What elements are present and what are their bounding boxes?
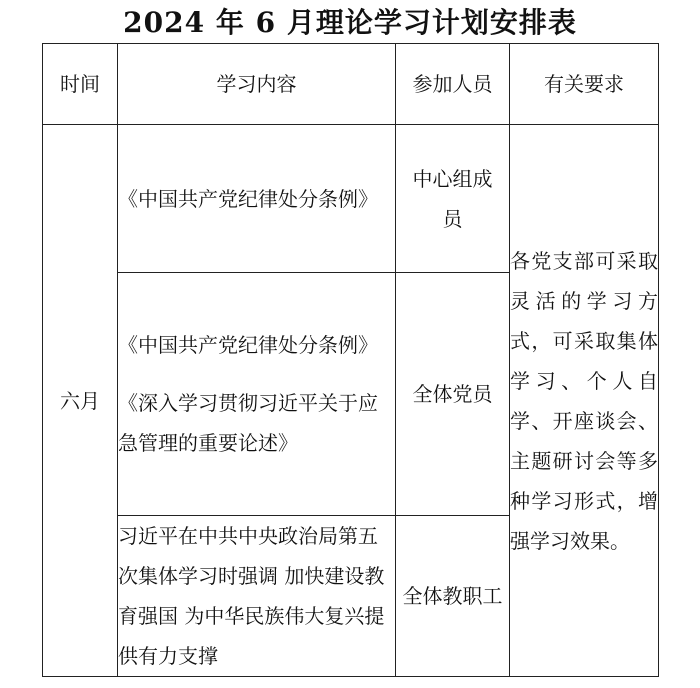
table-header-row <box>43 44 659 125</box>
participants-cell <box>396 273 510 516</box>
page-title: 2024 年 6 月理论学习计划安排表 <box>123 6 577 39</box>
content-cell <box>118 516 396 677</box>
participants-text: 全体党员 <box>412 382 493 406</box>
content-item: 《中国共产党纪律处分条例》 <box>118 186 378 211</box>
header-participants: 参加人员 <box>396 44 510 125</box>
participants-text: 中心组成员 <box>412 166 493 231</box>
content-item: 习近平在中共中央政治局第五次集体学习时强调 加快建设教育强国 为中华民族伟大复兴提供有力支撑 <box>118 524 385 668</box>
study-plan-table <box>42 43 659 677</box>
participants-cell <box>396 516 510 677</box>
content-cell <box>118 125 396 273</box>
participants-text: 全体教职工 <box>402 584 503 608</box>
month-cell: 六月 <box>43 125 118 677</box>
content-cell <box>118 273 396 516</box>
requirements-cell: 各党支部可采取灵活的学习方式，可采取集体学习、个人自学、开座谈会、主题研讨会等多种学习形式，增强学习效果。 <box>510 125 659 677</box>
header-content: 学习内容 <box>118 44 396 125</box>
table-row <box>43 125 659 273</box>
participants-cell <box>396 125 510 273</box>
header-requirements: 有关要求 <box>510 44 659 125</box>
header-time: 时间 <box>43 44 118 125</box>
content-item: 《中国共产党纪律处分条例》 <box>118 333 378 357</box>
content-item: 《深入学习贯彻习近平关于应急管理的重要论述》 <box>118 391 378 455</box>
